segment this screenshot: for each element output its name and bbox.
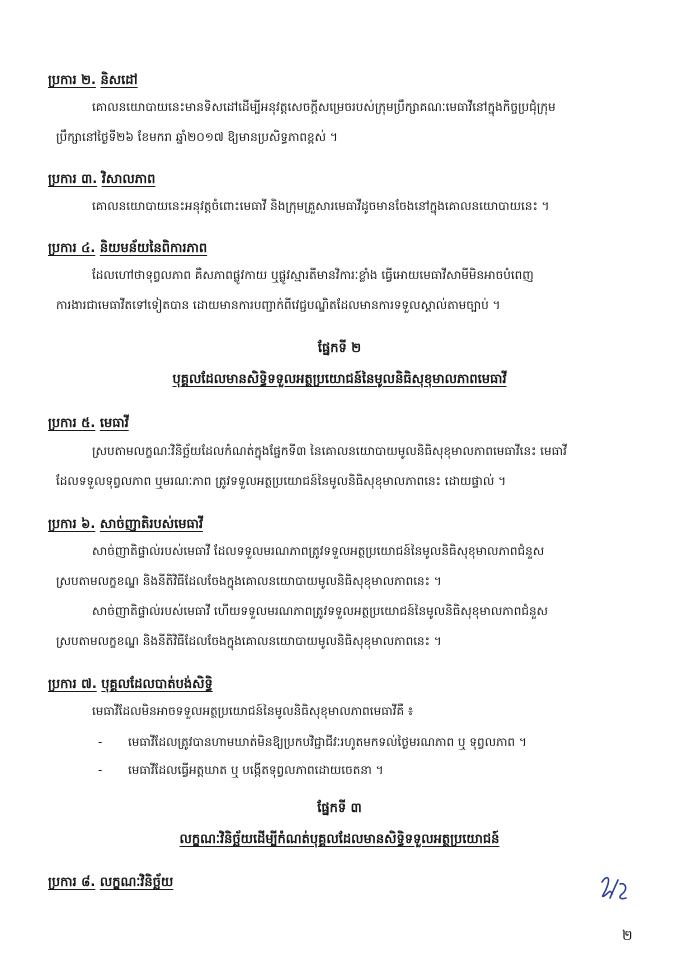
article-5-heading [48,415,129,434]
page-number: ២ [622,928,633,944]
article-8-label: ប្រការ ៨. [48,875,96,890]
article-5-label: ប្រការ ៥. [48,416,96,431]
article-2-label: ប្រការ ២. [48,73,96,88]
article-2-title: និសដៅ [100,73,138,88]
article-4-heading [48,240,207,259]
article-4-line-2: ការងារជាមេធាវីតទៅទៀតបាន ដោយមានការបញ្ជាក់ពីវេជ្ជបណ្ឌិតដែលមានការទទួលស្គាល់តាមច្បាប់ ។ [56,298,501,312]
article-7-label: ប្រការ ៧. [48,677,97,692]
part-2-label: ផ្នែកទី ២ [317,341,362,356]
bullet-dash-icon: - [98,735,103,749]
article-6-line-3: សាច់ញាតិផ្ទាល់របស់មេធាវី ហើយទទួលមរណភាពត្រូវទទួលអត្ថប្រយោជន៍នៃមូលនិធិសុខុមាលភាពជំនួស [92,604,548,618]
article-5-line-1: ស្របតាមលក្ខណៈវិនិច្ឆ័យដែលកំណត់ក្នុងផ្នែកទី៣ នៃគោលនយោបាយមូលនិធិសុខុមាលភាពមេធាវីនេះ មេធាវី [92,444,567,458]
article-6-heading [48,516,203,535]
article-8-title: លក្ខណៈវិនិច្ឆ័យ [99,875,174,890]
article-6-line-2: ស្របតាមលក្ខខណ្ឌ និងនីតិវិធីដែលចែងក្នុងគោលនយោបាយមូលនិធិសុខុមាលភាពនេះ ។ [56,574,442,588]
article-2-line-1: គោលនយោបាយនេះមានទិសដៅដើម្បីអនុវត្តសេចក្តីសម្រេចរបស់ក្រុមប្រឹក្សាគណៈមេធាវីនៅក្នុងកិច្ចប្រជុំក្រុម [92,100,556,114]
article-5-title: មេធាវី [99,416,129,431]
article-8-heading [48,874,173,893]
article-3-heading [48,171,155,190]
article-7-bullet-2-text: មេធាវីដែលធ្វើអត្តឃាត ឬ បង្កើតទុព្វលភាពដោយចេតនា ។ [128,763,384,777]
part-2-title: បុគ្គលដែលមានសិទ្ធិទទួលអត្ថប្រយោជន៍នៃមូលនិធិសុខុមាលភាពមេធាវី [172,372,507,387]
article-2-heading [48,72,138,91]
article-3-label: ប្រការ ៣. [48,172,98,187]
article-4-line-1: ដែលហៅថាទុព្វលភាព គឺសភាពផ្លូវកាយ ឬផ្លូវស្មារតីមានវិការៈខ្លាំង ធ្វើអោយមេធាវីសាមីមិនអាចបំពេញ [92,268,534,282]
article-7-line-1: មេធាវីដែលមិនអាចទទួលអត្ថប្រយោជន៍នៃមូលនិធិសុខុមាលភាពមេធាវីគឺ ៖ [92,704,414,718]
article-5-line-2: ដែលទទួលទុព្វលភាព ឬមរណៈភាព ត្រូវទទួលអត្ថប្រយោជន៍នៃមូលនិធិសុខុមាលភាពនេះ ដោយផ្ទាល់ ។ [56,474,506,488]
bullet-dash-icon: - [98,763,103,777]
article-7-bullet-1 [98,734,527,752]
article-2-line-2: ប្រឹក្សានៅថ្ងៃទី២៦ ខែមករា ឆ្នាំ២០១៧ ឱ្យមានប្រសិទ្ធភាពខ្ពស់ ។ [56,130,338,144]
article-6-line-4: ស្របតាមលក្ខខណ្ឌ និងនីតិវិធីដែលចែងក្នុងគោលនយោបាយមូលនិធិសុខុមាលភាពនេះ ។ [56,634,442,648]
handwritten-initials-icon [596,872,632,906]
article-4-label: ប្រការ ៤. [48,241,96,256]
article-3-line-1: គោលនយោបាយនេះអនុវត្តចំពោះមេធាវី និងក្រុមគ្រួសារមេធាវីដូចមានចែងនៅក្នុងគោលនយោបាយនេះ ។ [92,199,550,213]
article-3-title: វិសាលភាព [101,172,156,187]
article-6-label: ប្រការ ៦. [48,517,96,532]
part-3-title: លក្ខណៈវិនិច្ឆ័យដើម្បីកំណត់បុគ្គលដែលមានសិទ្ធិទទួលអត្ថប្រយោជន៍ [179,832,500,847]
part-3-label: ផ្នែកទី ៣ [317,801,362,816]
article-4-title: និយមន័យនៃពិការភាព [99,241,208,256]
article-7-bullet-1-text: មេធាវីដែលត្រូវបានហាមឃាត់មិនឱ្យប្រកបវិជ្ជាជីវៈរហូតមកទល់ថ្ងៃមរណភាព ឬ ទុព្វលភាព ។ [128,735,527,749]
article-7-bullet-2 [98,762,384,780]
article-6-title: សាច់ញាតិរបស់មេធាវី [99,517,203,532]
article-7-heading [48,676,213,695]
article-6-line-1: សាច់ញាតិផ្ទាល់របស់មេធាវី ដែលទទួលមរណភាពត្រូវទទួលអត្ថប្រយោជន៍នៃមូលនិធិសុខុមាលភាពជំនួស [92,544,545,558]
article-7-title: បុគ្គលដែលបាត់បង់សិទ្ធិ [101,677,213,692]
